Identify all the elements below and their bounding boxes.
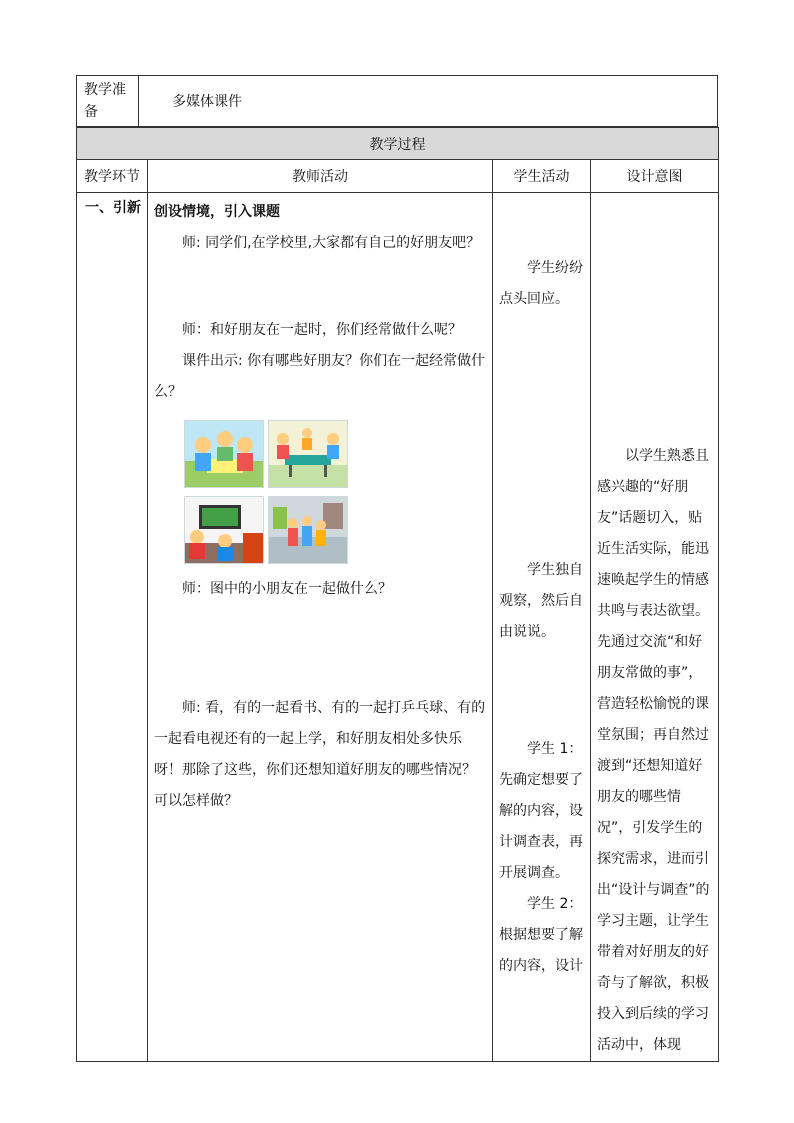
teacher-heading: 创设情境，引入课题	[154, 204, 280, 220]
kids-watching-tv-picture	[184, 496, 264, 564]
teacher-line: 师：和好朋友在一起时，你们经常做什么呢？	[182, 322, 462, 338]
design-intent-text: 以学生熟悉且感兴趣的“好朋友”话题切入，贴近生活实际，能迅速唤起学生的情感共鸣与表达欲望。先通过交流“和好朋友常做的事”，营造轻松愉悦的课堂氛围；再自然过渡到“还想知道好朋友的哪些情况”，引发学生的探究需求，进而引出“设计与调查”的学习主题，让学生带着对好朋友的好奇与了解欲，积极投入到后续的学习活动中，体现	[597, 448, 710, 1053]
process-table	[76, 127, 719, 1062]
column-header-teacher: 教师活动	[148, 160, 493, 193]
column-header-student: 学生活动	[493, 160, 591, 193]
teacher-activity-cell	[148, 193, 493, 1062]
prep-value: 多媒体课件	[139, 76, 718, 127]
prep-table	[76, 75, 718, 127]
stage-cell: 一、引新	[77, 193, 148, 1062]
process-header: 教学过程	[77, 128, 719, 160]
student-response: 学生 1：先确定想要了解的内容，设计调查表，再开展调查。	[499, 741, 583, 881]
student-activity-cell	[493, 193, 591, 1062]
student-response: 学生独自观察，然后自由说说。	[499, 562, 583, 640]
teacher-line: 课件出示: 你有哪些好朋友？你们在一起经常做什么？	[154, 353, 486, 400]
design-intent-cell	[591, 193, 719, 1062]
illustration-grid	[184, 420, 346, 564]
kids-ping-pong-picture	[268, 420, 348, 488]
teacher-line: 师：图中的小朋友在一起做什么？	[182, 581, 392, 597]
teacher-line: 师: 看，有的一起看书、有的一起打乒乓球、有的一起看电视还有的一起上学，和好朋友相处多快乐呀！那除了这些，你们还想知道好朋友的哪些情况？可以怎样做？	[154, 700, 486, 809]
student-response: 学生 2：根据想要了解的内容，设计	[499, 896, 583, 974]
column-header-stage: 教学环节	[77, 160, 148, 193]
student-response: 学生纷纷点头回应。	[499, 260, 583, 307]
lesson-plan-sheet	[76, 75, 718, 1062]
column-header-intent: 设计意图	[591, 160, 719, 193]
kids-reading-picture	[184, 420, 264, 488]
kids-walking-to-school-picture	[268, 496, 348, 564]
prep-label: 教学准备	[77, 76, 139, 127]
teacher-line: 师: 同学们,在学校里,大家都有自己的好朋友吧？	[182, 235, 481, 251]
